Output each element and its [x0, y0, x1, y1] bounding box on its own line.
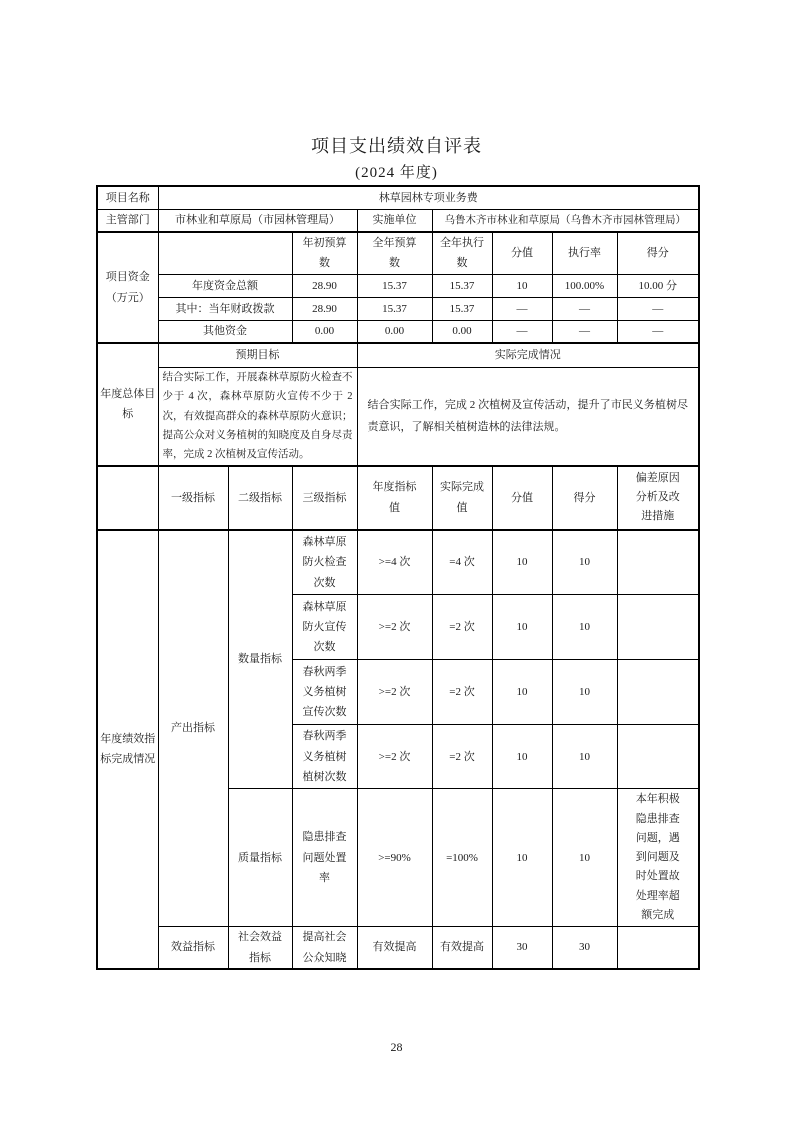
indicator-target: >=2 次 — [357, 595, 432, 660]
indicators-header-level1: 一级指标 — [158, 466, 228, 530]
funds-row-total — [97, 274, 699, 297]
fund-score-weight: — — [492, 297, 552, 320]
indicator-actual: =2 次 — [432, 725, 492, 789]
indicators-header-empty — [97, 466, 158, 530]
project-name-label: 项目名称 — [97, 186, 158, 209]
goal-expected-header: 预期目标 — [158, 343, 357, 367]
indicator-actual: =4 次 — [432, 530, 492, 595]
level1-output: 产出指标 — [158, 530, 228, 927]
indicator-score: 10 — [552, 660, 617, 725]
indicator-level3: 提高社会公众知晓 — [292, 927, 357, 969]
fund-initial-budget: 0.00 — [292, 320, 357, 343]
fund-name: 其中：当年财政拨款 — [158, 297, 292, 320]
indicator-target: >=2 次 — [357, 725, 432, 789]
fund-annual-budget: 15.37 — [357, 297, 432, 320]
fund-score: 10.00 分 — [617, 274, 699, 297]
funds-header-score: 得分 — [617, 232, 699, 274]
fund-execution-rate: — — [552, 297, 617, 320]
fund-score: — — [617, 320, 699, 343]
indicator-row — [97, 530, 699, 595]
indicators-header-level3: 三级指标 — [292, 466, 357, 530]
indicator-deviation — [617, 530, 699, 595]
fund-score: — — [617, 297, 699, 320]
indicator-deviation — [617, 660, 699, 725]
goal-content-row — [97, 367, 699, 466]
goal-expected-text: 结合实际工作，开展森林草原防火检查不少于 4 次，森林草原防火宣传不少于 2 次，有效提高群众的森林草原防火意识；提高公众对义务植树的知晓度及自身尽责率，完成 2 次植树及宣传活动。 — [158, 367, 357, 466]
indicator-score: 10 — [552, 789, 617, 927]
goal-section-label: 年度总体目标 — [97, 343, 158, 466]
goal-actual-header: 实际完成情况 — [357, 343, 699, 367]
level2-quality: 质量指标 — [228, 789, 292, 927]
indicator-weight: 10 — [492, 595, 552, 660]
department-row — [97, 209, 699, 232]
indicator-target: >=4 次 — [357, 530, 432, 595]
indicator-weight: 10 — [492, 789, 552, 927]
page-title: 项目支出绩效自评表 — [311, 136, 482, 156]
page-number: 28 — [390, 1040, 403, 1054]
fund-score-weight: — — [492, 320, 552, 343]
level2-quantity: 数量指标 — [228, 530, 292, 789]
indicator-score: 10 — [552, 530, 617, 595]
fund-annual-budget: 0.00 — [357, 320, 432, 343]
indicator-actual: =2 次 — [432, 660, 492, 725]
page-subtitle: (2024 年度) — [355, 165, 438, 181]
fund-score-weight: 10 — [492, 274, 552, 297]
indicator-score: 10 — [552, 595, 617, 660]
level1-benefit: 效益指标 — [158, 927, 228, 969]
implementer-value: 乌鲁木齐市林业和草原局（乌鲁木齐市园林管理局） — [432, 209, 699, 232]
indicator-deviation: 本年积极隐患排查问题，遇到问题及时处置故处理率超额完成 — [617, 789, 699, 927]
goal-actual-text: 结合实际工作，完成 2 次植树及宣传活动，提升了市民义务植树尽责意识，了解相关植树造林的法律法规。 — [357, 367, 699, 466]
indicators-header-target: 年度指标值 — [357, 466, 432, 530]
fund-initial-budget: 28.90 — [292, 274, 357, 297]
department-value: 市林业和草原局（市园林管理局） — [158, 209, 357, 232]
funds-header-row — [97, 232, 699, 274]
funds-header-score-weight: 分值 — [492, 232, 552, 274]
indicators-header-actual: 实际完成值 — [432, 466, 492, 530]
indicator-actual: =2 次 — [432, 595, 492, 660]
indicator-weight: 10 — [492, 725, 552, 789]
indicator-deviation — [617, 595, 699, 660]
indicator-deviation — [617, 725, 699, 789]
indicator-level3: 森林草原防火宣传次数 — [292, 595, 357, 660]
self-evaluation-table — [96, 185, 700, 970]
funds-header-annual-budget: 全年预算数 — [357, 232, 432, 274]
funds-row-fiscal — [97, 297, 699, 320]
indicator-actual: 有效提高 — [432, 927, 492, 969]
level2-social-benefit: 社会效益指标 — [228, 927, 292, 969]
indicator-level3: 春秋两季义务植树植树次数 — [292, 725, 357, 789]
funds-name-header — [158, 232, 292, 274]
fund-annual-executed: 15.37 — [432, 274, 492, 297]
indicator-row — [97, 927, 699, 969]
fund-annual-executed: 0.00 — [432, 320, 492, 343]
fund-name: 年度资金总额 — [158, 274, 292, 297]
indicators-header-level2: 二级指标 — [228, 466, 292, 530]
indicator-score: 30 — [552, 927, 617, 969]
department-label: 主管部门 — [97, 209, 158, 232]
indicator-target: 有效提高 — [357, 927, 432, 969]
fund-execution-rate: 100.00% — [552, 274, 617, 297]
fund-annual-budget: 15.37 — [357, 274, 432, 297]
indicator-level3: 隐患排查问题处置率 — [292, 789, 357, 927]
indicator-weight: 30 — [492, 927, 552, 969]
indicators-header-row — [97, 466, 699, 530]
indicators-section-label: 年度绩效指标完成情况 — [97, 530, 158, 969]
indicators-header-score-weight: 分值 — [492, 466, 552, 530]
funds-header-execution-rate: 执行率 — [552, 232, 617, 274]
funds-row-other — [97, 320, 699, 343]
fund-initial-budget: 28.90 — [292, 297, 357, 320]
fund-execution-rate: — — [552, 320, 617, 343]
funds-section-label: 项目资金（万元） — [97, 232, 158, 343]
indicator-target: >=2 次 — [357, 660, 432, 725]
funds-header-initial-budget: 年初预算数 — [292, 232, 357, 274]
indicator-level3: 春秋两季义务植树宣传次数 — [292, 660, 357, 725]
funds-header-annual-executed: 全年执行数 — [432, 232, 492, 274]
indicator-score: 10 — [552, 725, 617, 789]
indicator-weight: 10 — [492, 530, 552, 595]
indicator-actual: =100% — [432, 789, 492, 927]
implementer-label: 实施单位 — [357, 209, 432, 232]
indicator-deviation — [617, 927, 699, 969]
goal-header-row — [97, 343, 699, 367]
project-name-value: 林草园林专项业务费 — [158, 186, 699, 209]
project-name-row — [97, 186, 699, 209]
fund-annual-executed: 15.37 — [432, 297, 492, 320]
indicator-weight: 10 — [492, 660, 552, 725]
indicator-target: >=90% — [357, 789, 432, 927]
fund-name: 其他资金 — [158, 320, 292, 343]
indicators-header-deviation: 偏差原因分析及改进措施 — [617, 466, 699, 530]
indicator-level3: 森林草原防火检查次数 — [292, 530, 357, 595]
indicators-header-score: 得分 — [552, 466, 617, 530]
